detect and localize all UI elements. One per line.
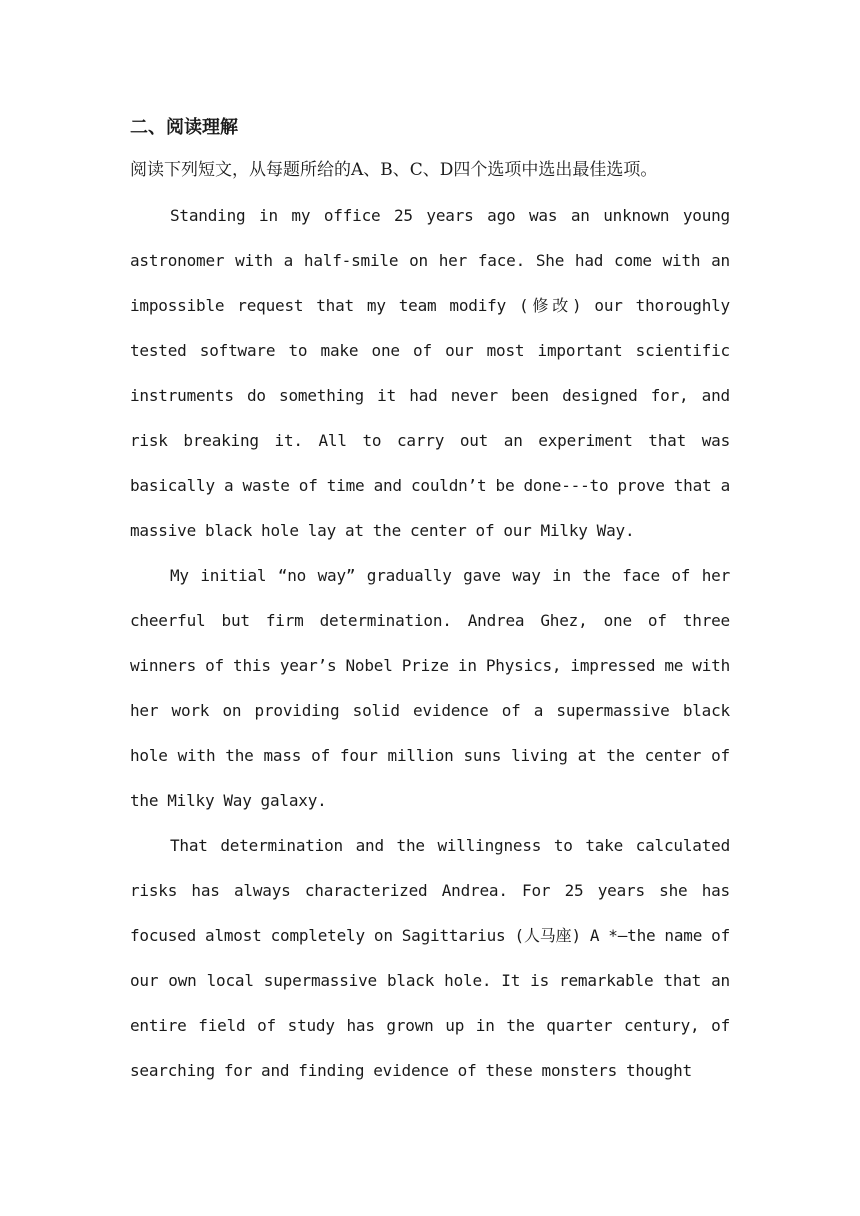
- passage-paragraph-3: That determination and the willingness to take calculated risks has always characterized Andrea. For 25 years she has focused almost completely on Sagittarius (人马座) A *—the name of our own local supermassive black hole. It is remarkable that an entire field of study has grown up in the quarter century, of searching for and finding evidence of these monsters thought: [130, 836, 730, 1080]
- passage-paragraph-2: My initial “no way” gradually gave way in the face of her cheerful but firm determination. Andrea Ghez, one of three winners of this year’s Nobel Prize in Physics, impressed me with her work on providing solid evidence of a supermassive black hole with the mass of four million suns living at the center of the Milky Way galaxy.: [130, 566, 730, 810]
- section-heading: 二、阅读理解: [130, 117, 238, 138]
- document-page: [130, 108, 730, 1093]
- reading-passage: [130, 193, 730, 1093]
- section-instruction: 阅读下列短文，从每题所给的A、B、C、D四个选项中选出最佳选项。: [130, 160, 658, 180]
- passage-paragraph-1: Standing in my office 25 years ago was an unknown young astronomer with a half-smile on her face. She had come with an impossible request that my team modify (修改) our thoroughly tested software to make one of our most important scientific instruments do something it had never been designed for, and risk breaking it. All to carry out an experiment that was basically a waste of time and couldn’t be done---to prove that a massive black hole lay at the center of our Milky Way.: [130, 206, 730, 540]
